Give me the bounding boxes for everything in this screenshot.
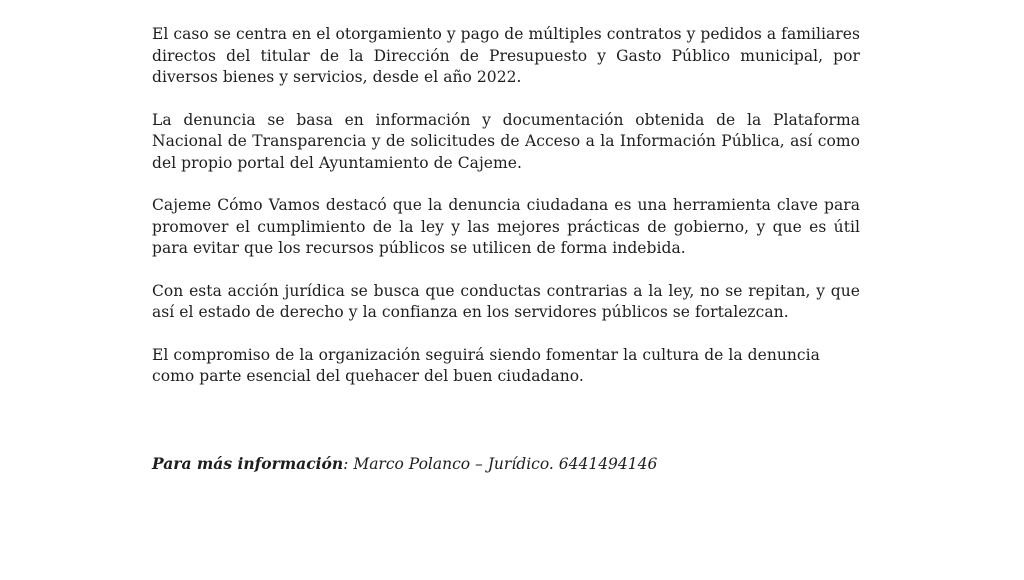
document-body [152,24,860,409]
paragraph-case: El caso se centra en el otorgamiento y pago de múltiples contratos y pedidos a familiares directos del titular de la Dirección de Presupuesto y Gasto Público municipal, por diversos bienes y servicios, desde el año 2022. [152,25,860,86]
contact-label: Para más información [152,454,344,473]
cropped-previous-line [152,0,382,4]
paragraph-complaint-basis: La denuncia se basa en información y documentación obtenida de la Plataforma Nacional de Transparencia y de solicitudes de Acceso a la Información Pública, así como del propio portal del Ayuntamiento de Cajeme. [152,110,860,172]
paragraph-citizen-complaint: Cajeme Cómo Vamos destacó que la denuncia ciudadana es una herramienta clave para promover el cumplimiento de la ley y las mejores prácticas de gobierno, y que es útil para evitar que los recursos públicos se utilicen de forma indebida. [152,196,860,257]
paragraph-commitment: El compromiso de la organización seguirá siendo fomentar la cultura de la denuncia como parte esencial del quehacer del buen ciudadano. [152,345,820,385]
paragraph-legal-action: Con esta acción jurídica se busca que conductas contrarias a la ley, no se repitan, y que así el estado de derecho y la confianza en los servidores públicos se fortalezcan. [152,281,860,321]
contact-detail: : Marco Polanco – Jurídico. 6441494146 [343,455,658,473]
contact-info [152,453,860,475]
